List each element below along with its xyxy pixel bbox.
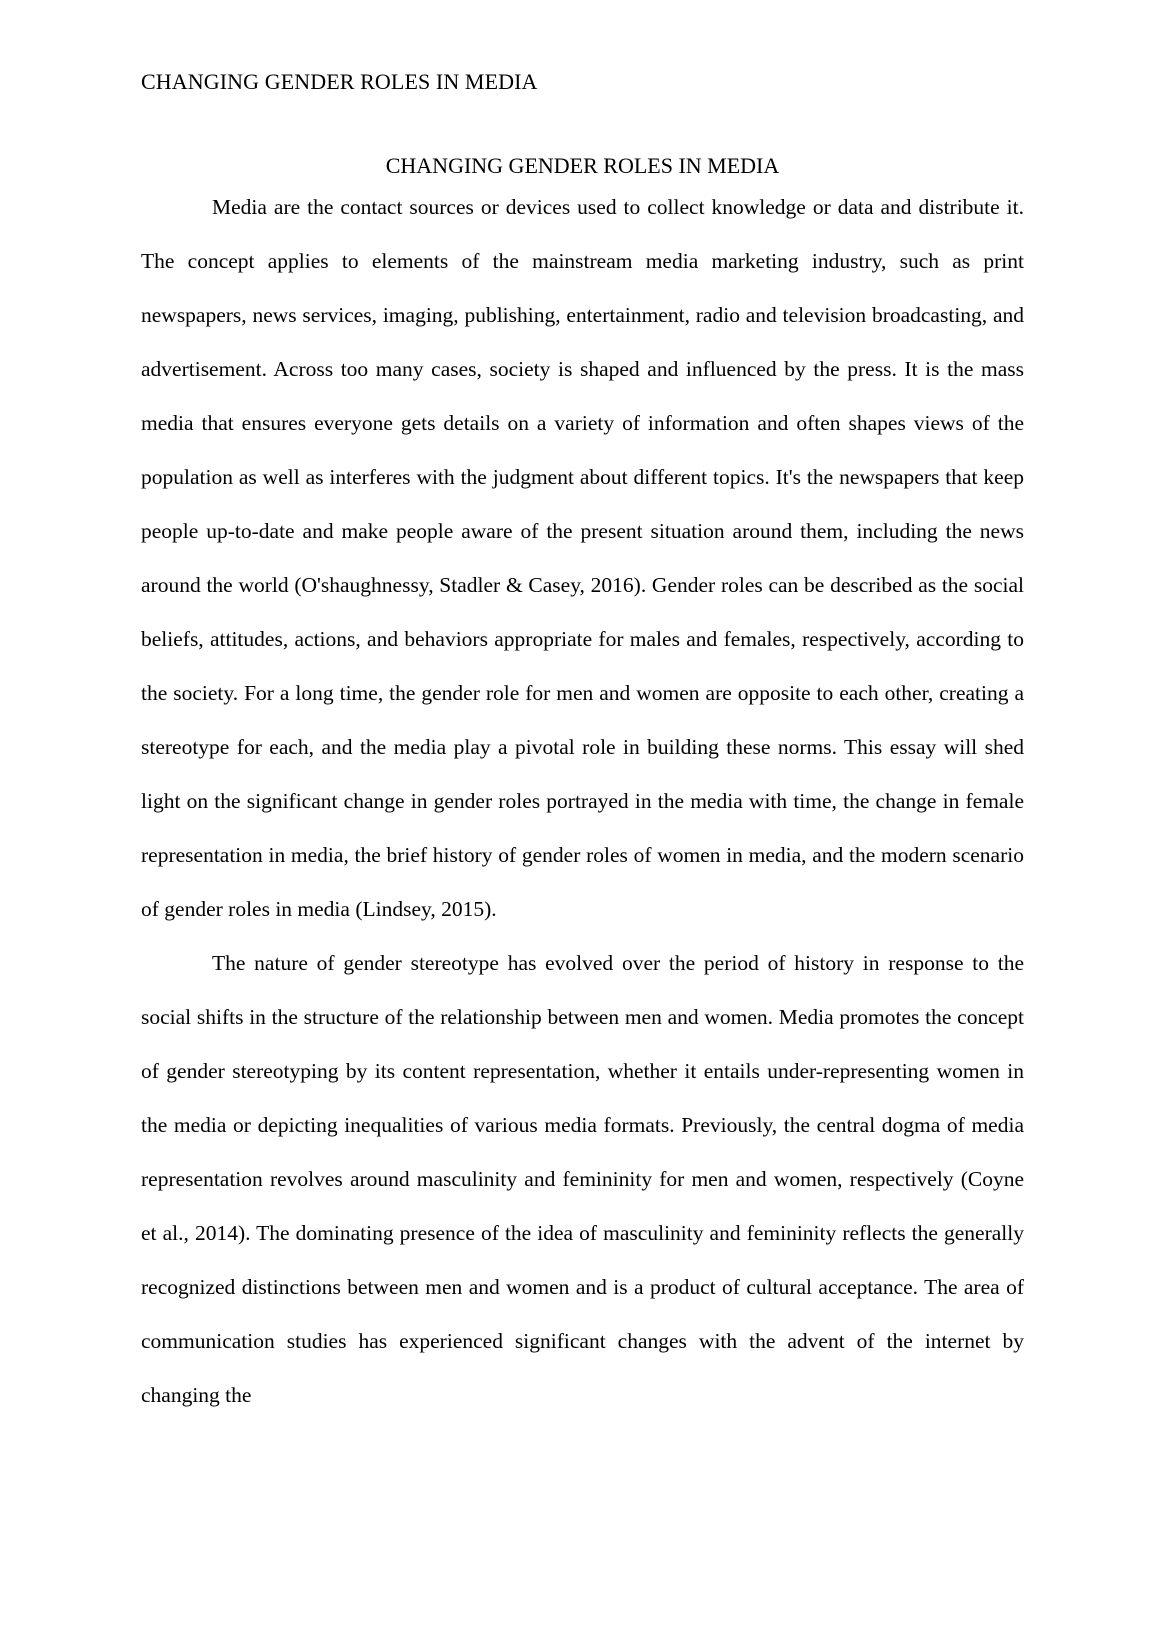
document-body xyxy=(141,152,1024,1422)
paragraph-1: Media are the contact sources or devices used to collect knowledge or data and distribute it. The concept applies to elements of the mainstream media marketing industry, such as print newspapers, news services, imaging, publishing, entertainment, radio and television broadcasting, and advertisement. Across too many cases, society is shaped and influenced by the press. It is the mass media that ensures everyone gets details on a variety of information and often shapes views of the population as well as interferes with the judgment about different topics. It's the newspapers that keep people up-to-date and make people aware of the present situation around them, including the news around the world (O'shaughnessy, Stadler & Casey, 2016). Gender roles can be described as the social beliefs, attitudes, actions, and behaviors appropriate for males and females, respectively, according to the society. For a long time, the gender role for men and women are opposite to each other, creating a stereotype for each, and the media play a pivotal role in building these norms. This essay will shed light on the significant change in gender roles portrayed in the media with time, the change in female representation in media, the brief history of gender roles of women in media, and the modern scenario of gender roles in media (Lindsey, 2015). xyxy=(141,195,1024,921)
document-title: CHANGING GENDER ROLES IN MEDIA xyxy=(385,153,780,178)
paragraph-2: The nature of gender stereotype has evolved over the period of history in response to the social shifts in the structure of the relationship between men and women. Media promotes the concept of gender stereotyping by its content representation, whether it entails under-representing women in the media or depicting inequalities of various media formats. Previously, the central dogma of media representation revolves around masculinity and femininity for men and women, respectively (Coyne et al., 2014). The dominating presence of the idea of masculinity and femininity reflects the generally recognized distinctions between men and women and is a product of cultural acceptance. The area of communication studies has experienced significant changes with the advent of the internet by changing the xyxy=(141,951,1024,1407)
running-head: CHANGING GENDER ROLES IN MEDIA xyxy=(141,69,538,94)
